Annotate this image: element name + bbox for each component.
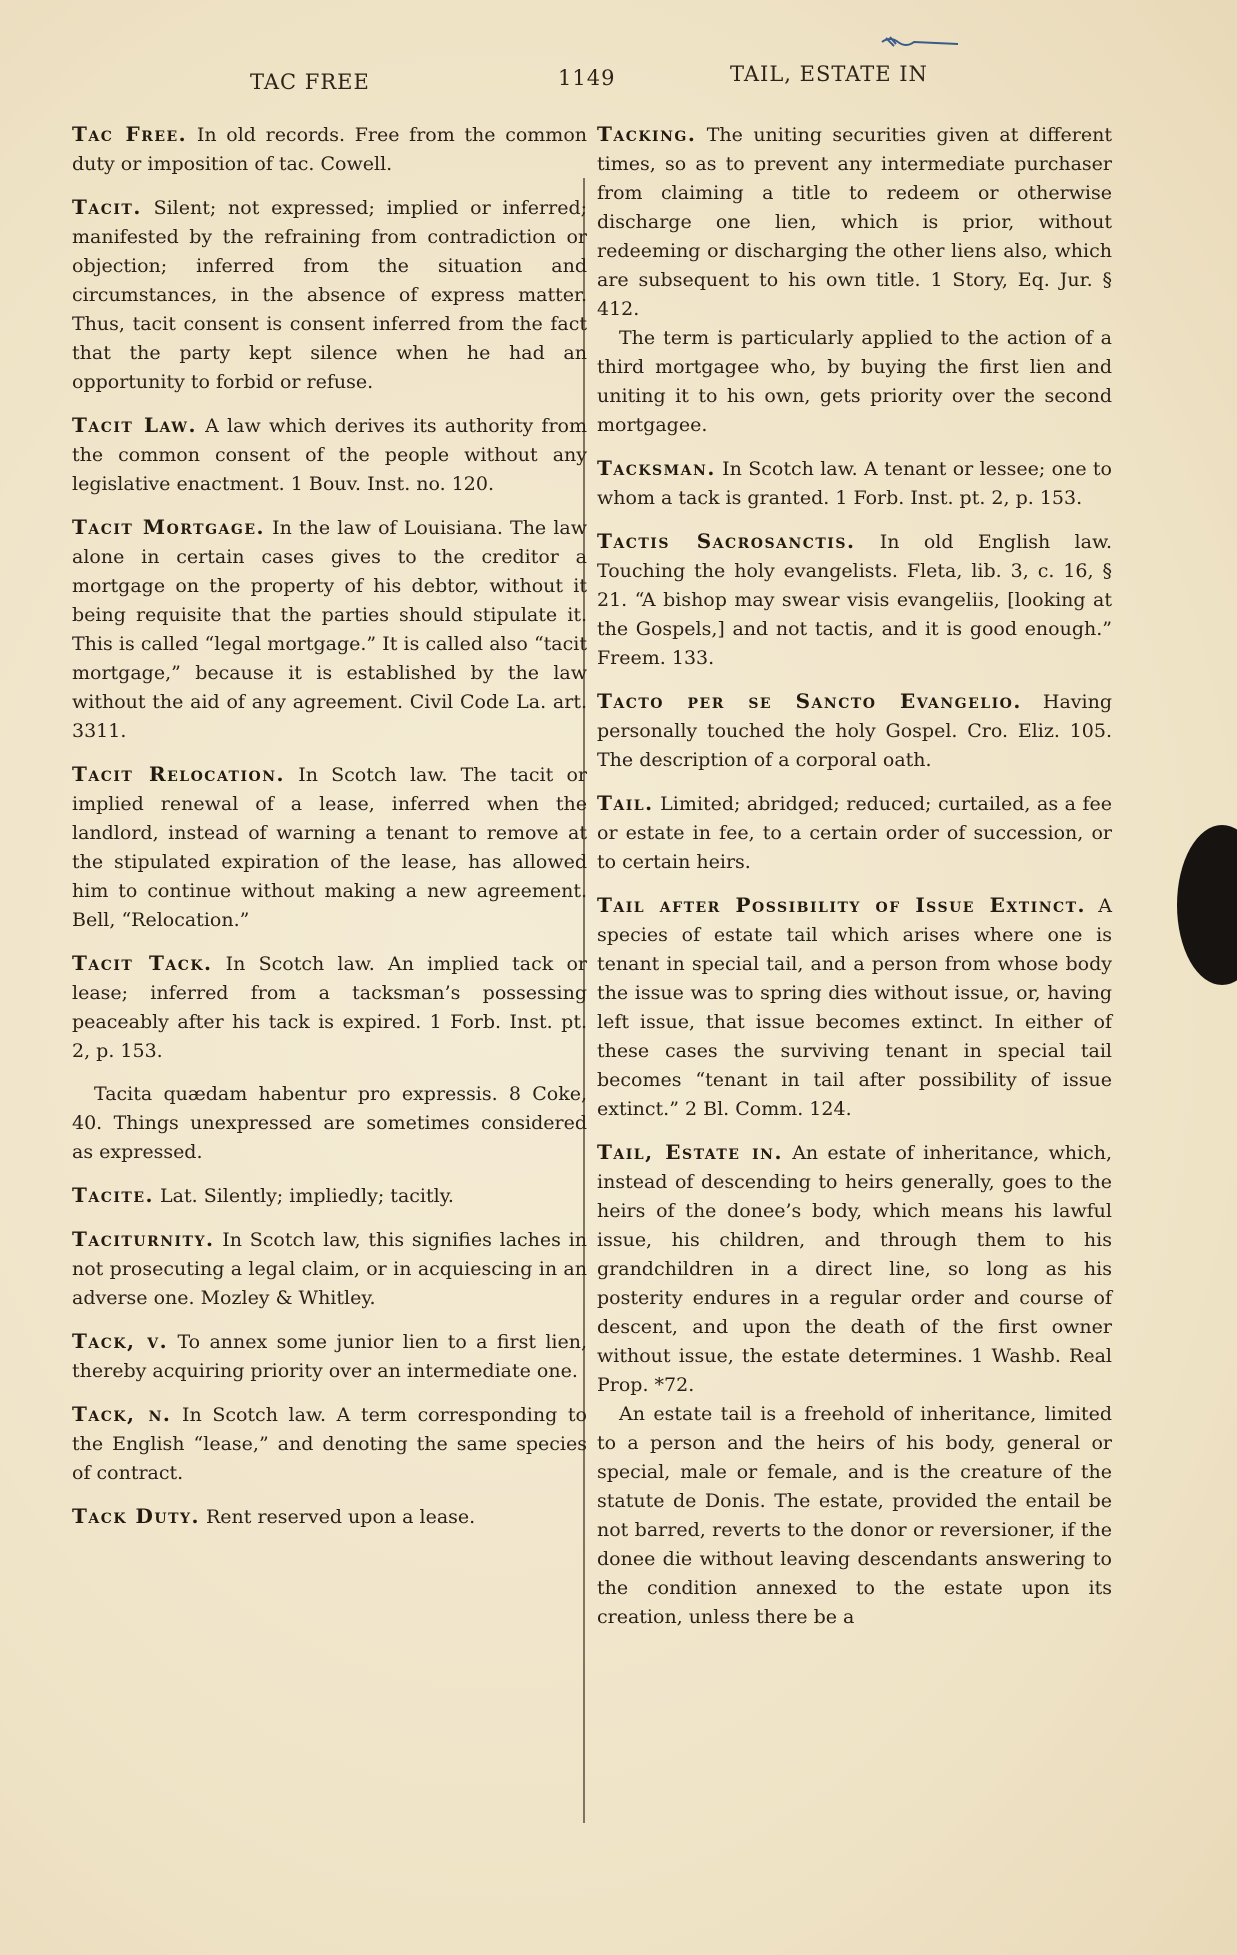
dictionary-entry <box>72 513 587 746</box>
dictionary-entry <box>72 411 587 499</box>
dictionary-entry <box>72 193 587 397</box>
page-number: 1149 <box>558 66 616 90</box>
entry-paragraph <box>597 789 1112 877</box>
entry-term: Tacksman. <box>597 456 716 480</box>
entry-text: In Scotch law. An implied tack or lease; inferred from a tacksman’s possessing peaceably after his tack is expired. 1 Forb. Inst. pt. 2, p. 153. <box>72 953 587 1062</box>
entry-term: Tacit Tack. <box>72 951 213 975</box>
entry-term: Tack Duty. <box>72 1504 200 1528</box>
entry-paragraph <box>72 949 587 1066</box>
entry-text: In old records. Free from the common duty or imposition of tac. Cowell. <box>72 124 587 175</box>
dictionary-entry <box>72 760 587 935</box>
entry-text: In Scotch law. A term corresponding to the English “lease,” and denoting the same species of contract. <box>72 1404 587 1484</box>
entry-term: Tack, v. <box>72 1329 169 1353</box>
dictionary-entry <box>72 1225 587 1313</box>
entry-term: Tack, n. <box>72 1402 172 1426</box>
entry-text: Lat. Silently; impliedly; tacitly. <box>160 1185 454 1207</box>
entry-term: Tacit. <box>72 195 142 219</box>
entry-paragraph <box>72 1327 587 1386</box>
entry-paragraph <box>72 1502 587 1532</box>
entry-term: Tacit Law. <box>72 413 197 437</box>
entry-term: Tactis Sacrosanctis. <box>597 529 856 553</box>
entry-text: The term is particularly applied to the action of a third mortgagee who, by buying the first lien and uniting it to his own, gets priority over the second mortgagee. <box>597 327 1112 436</box>
entry-paragraph <box>72 1080 587 1167</box>
entry-paragraph <box>597 1138 1112 1400</box>
entry-term: Tac Free. <box>72 122 188 146</box>
dictionary-entry <box>597 1138 1112 1632</box>
entry-term: Taciturnity. <box>72 1227 215 1251</box>
entry-term: Tail after Possibility of Issue Extinct. <box>597 893 1087 917</box>
entry-text: An estate tail is a freehold of inheritance, limited to a person and the heirs of his body, general or special, male or female, and is the creature of the statute de Donis. The estate, provided the entail be not barred, reverts to the donor or reversioner, if the donee die without leaving descendants answering to the condition annexed to the estate upon its creation, unless there be a <box>597 1403 1112 1628</box>
entry-term: Tacit Mortgage. <box>72 515 265 539</box>
entry-text: Limited; abridged; reduced; curtailed, as a fee or estate in fee, to a certain order of succession, or to certain heirs. <box>597 793 1113 873</box>
entry-paragraph <box>72 120 587 179</box>
dictionary-entry <box>597 527 1112 673</box>
dictionary-entry <box>72 1502 587 1532</box>
entry-paragraph <box>72 193 587 397</box>
entry-text: Having personally touched the holy Gospel. Cro. Eliz. 105. The description of a corporal oath. <box>597 691 1112 771</box>
left-column <box>72 120 587 1546</box>
entry-paragraph <box>597 891 1112 1124</box>
entry-text: Tacita quædam habentur pro expressis. 8 Coke, 40. Things unexpressed are sometimes considered as expressed. <box>72 1083 587 1163</box>
ink-scribble <box>880 34 960 50</box>
entry-text: In old English law. Touching the holy evangelists. Fleta, lib. 3, c. 16, § 21. “A bishop may swear visis evangeliis, [looking at the Gospels,] and not tactis, and it is good enough.” Freem. 133. <box>597 531 1112 669</box>
entry-paragraph <box>597 527 1112 673</box>
entry-paragraph <box>597 324 1112 440</box>
dictionary-entry <box>72 1181 587 1211</box>
entry-paragraph <box>72 411 587 499</box>
entry-term: Tacit Relocation. <box>72 762 285 786</box>
running-header <box>0 62 1237 98</box>
header-right-guideword: TAIL, ESTATE IN <box>730 62 928 86</box>
entry-term: Tacto per se Sancto Evangelio. <box>597 689 1022 713</box>
dictionary-entry <box>597 454 1112 513</box>
dictionary-entry <box>597 120 1112 440</box>
entry-text: In Scotch law. The tacit or implied renewal of a lease, inferred when the landlord, instead of warning a tenant to remove at the stipulated expiration of the lease, has allowed him to continue without making a new agreement. Bell, “Relocation.” <box>72 764 587 931</box>
entry-paragraph <box>72 1181 587 1211</box>
entry-text: Rent reserved upon a lease. <box>206 1506 476 1528</box>
entry-text: In Scotch law, this signifies laches in not prosecuting a legal claim, or in acquiescing in an adverse one. Mozley & Whitley. <box>72 1229 587 1309</box>
entry-text: In Scotch law. A tenant or lessee; one to whom a tack is granted. 1 Forb. Inst. pt. 2, p. 153. <box>597 458 1112 509</box>
dictionary-entry <box>72 120 587 179</box>
dictionary-entry <box>597 687 1112 775</box>
entry-text: A law which derives its authority from the common consent of the people without any legislative enactment. 1 Bouv. Inst. no. 120. <box>72 415 587 495</box>
entry-paragraph <box>597 1400 1112 1632</box>
entry-paragraph <box>597 687 1112 775</box>
entry-text: In the law of Louisiana. The law alone in certain cases gives to the creditor a mortgage on the property of his debtor, without it being requisite that the parties should stipulate it. This is called “legal mortgage.” It is called also “tacit mortgage,” because it is established by the law without the aid of any agreement. Civil Code La. art. 3311. <box>72 517 587 742</box>
dictionary-entry <box>72 1080 587 1167</box>
header-left-guideword: TAC FREE <box>250 70 370 94</box>
right-column <box>597 120 1112 1646</box>
entry-text: An estate of inheritance, which, instead of descending to heirs generally, goes to the heirs of the donee’s body, which means his lawful issue, his children, and through them to his grandchildren in a direct line, so long as his posterity endures in a regular order and course of descent, and upon the death of the first owner without issue, the estate determines. 1 Washb. Real Prop. *72. <box>597 1142 1112 1396</box>
entry-text: To annex some junior lien to a first lien, thereby acquiring priority over an intermediate one. <box>72 1331 587 1382</box>
entry-text: Silent; not expressed; implied or inferred; manifested by the refraining from contradiction or objection; inferred from the situation and circumstances, in the absence of express matter. Thus, tacit consent is consent inferred from the fact that the party kept silence when he had an opportunity to forbid or refuse. <box>72 197 588 393</box>
entry-text: The uniting securities given at different times, so as to prevent any intermediate purchaser from claiming a title to redeem or otherwise discharge one lien, which is prior, without redeeming or discharging the other liens also, which are subsequent to his own title. 1 Story, Eq. Jur. § 412. <box>597 124 1112 320</box>
entry-paragraph <box>72 1400 587 1488</box>
dictionary-entry <box>597 891 1112 1124</box>
entry-paragraph <box>597 120 1112 324</box>
entry-term: Tacite. <box>72 1183 154 1207</box>
dictionary-entry <box>597 789 1112 877</box>
entry-paragraph <box>72 1225 587 1313</box>
dark-edge-blot <box>1177 825 1237 985</box>
dictionary-entry <box>72 1400 587 1488</box>
entry-paragraph <box>597 454 1112 513</box>
dictionary-entry <box>72 1327 587 1386</box>
entry-text: A species of estate tail which arises where one is tenant in special tail, and a person from whose body the issue was to spring dies without issue, or, having left issue, that issue becomes extinct. In either of these cases the surviving tenant in special tail becomes “tenant in tail after possibility of issue extinct.” 2 Bl. Comm. 124. <box>597 895 1112 1120</box>
entry-term: Tacking. <box>597 122 697 146</box>
dictionary-entry <box>72 949 587 1066</box>
entry-term: Tail. <box>597 791 654 815</box>
entry-paragraph <box>72 513 587 746</box>
entry-paragraph <box>72 760 587 935</box>
entry-term: Tail, Estate in. <box>597 1140 783 1164</box>
